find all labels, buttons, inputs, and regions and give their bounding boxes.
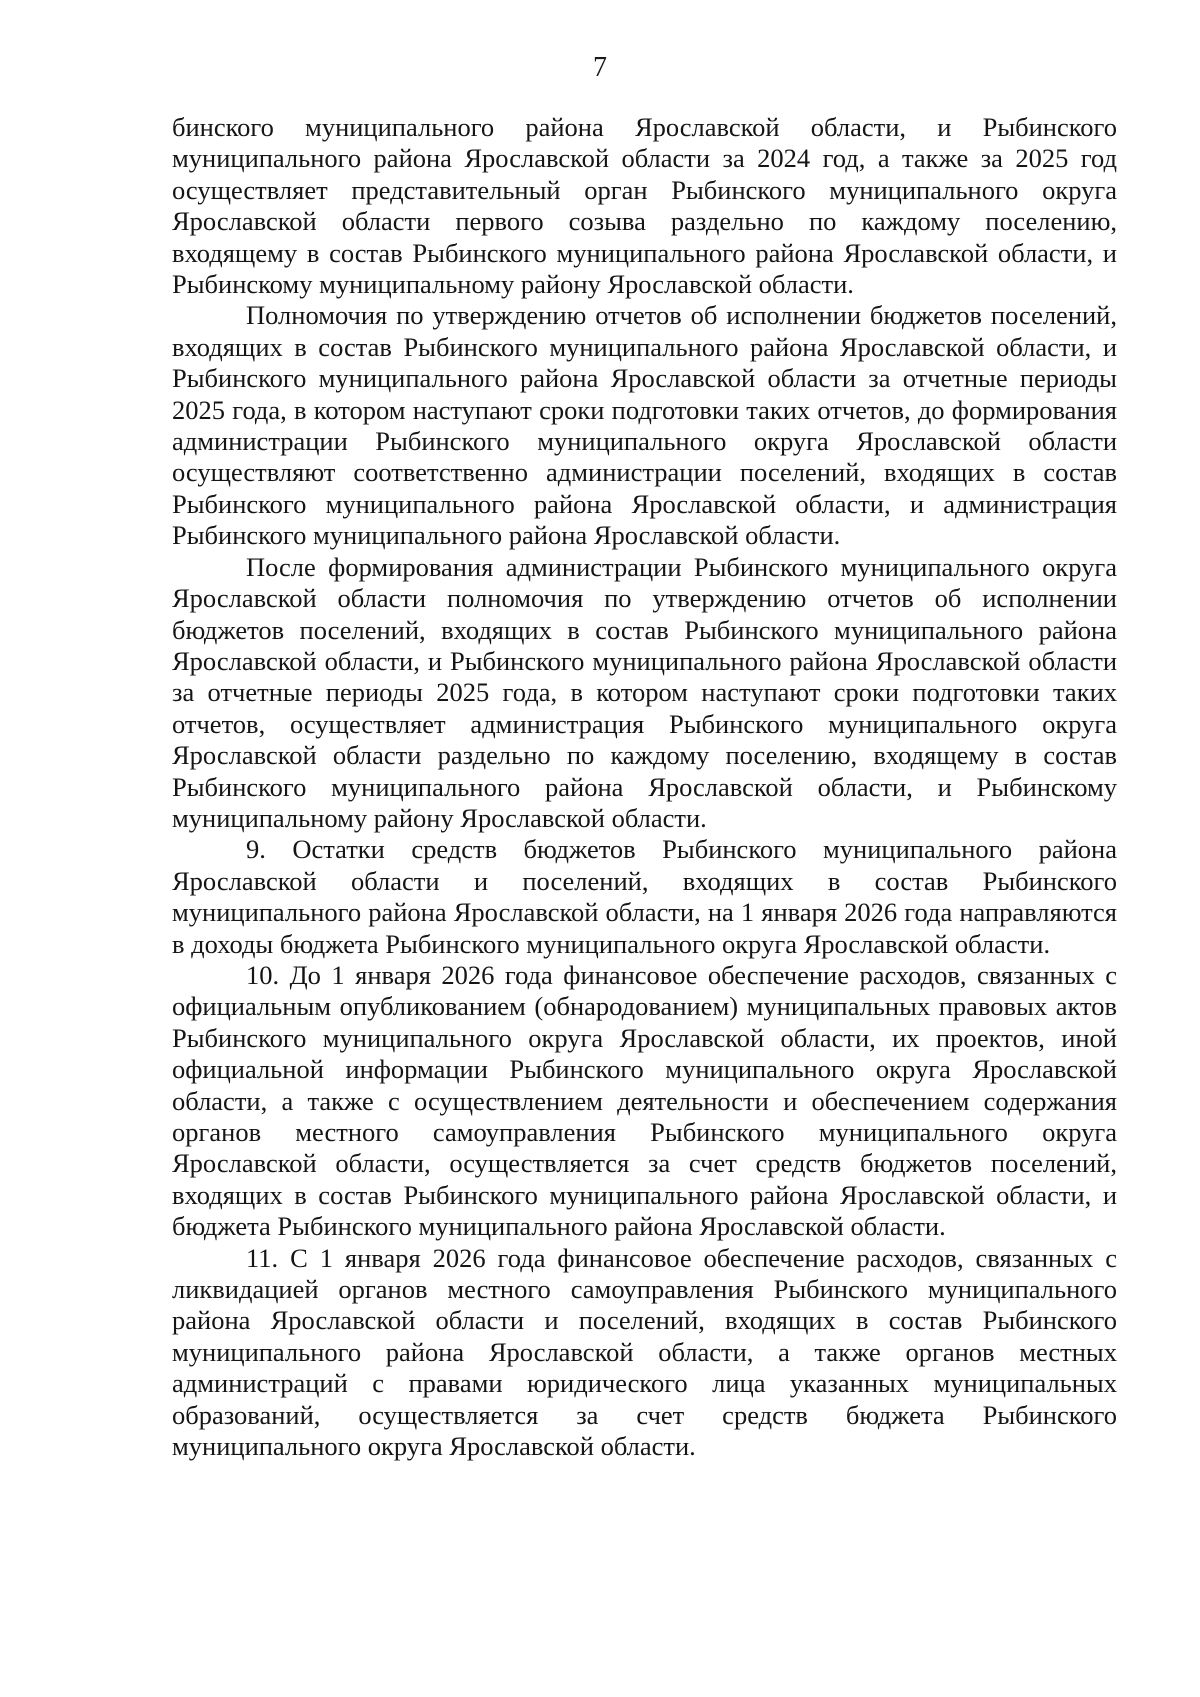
paragraph-reports-approval-before-administration: Полномочия по утверждению отчетов об исполнении бюджетов поселений, входящих в состав Рыбинского муниципального района Ярославской области, и Рыбинского муниципального района Ярославской области за отчетные периоды 2025 года, в котором наступают сроки подготовки таких отчетов, до формирования администрации Рыбинского муниципального округа Ярославской области осуществляют соответственно администрации поселений, входящих в состав Рыбинского муниципального района Ярославской области, и администрация Рыбинского муниципального района Ярославской области. xyxy=(172,300,1117,551)
paragraph-item-11: 11. С 1 января 2026 года финансовое обеспечение расходов, связанных с ликвидацией органов местного самоуправления Рыбинского муниципального района Ярославской области и поселений, входящих в состав Рыбинского муниципального района Ярославской области, а также органов местных администраций с правами юридического лица указанных муниципальных образований, осуществляется за счет средств бюджета Рыбинского муниципального округа Ярославской области. xyxy=(172,1242,1117,1462)
paragraph-item-9: 9. Остатки средств бюджетов Рыбинского муниципального района Ярославской области и поселений, входящих в состав Рыбинского муниципального района Ярославской области, на 1 января 2026 года направляются в доходы бюджета Рыбинского муниципального округа Ярославской области. xyxy=(172,834,1117,959)
document-body xyxy=(172,112,1117,1462)
paragraph-continuation: бинского муниципального района Ярославской области, и Рыбинского муниципального района Ярославской области за 2024 год, а также за 2025 год осуществляет представительный орган Рыбинского муниципального округа Ярославской области первого созыва раздельно по каждому поселению, входящему в состав Рыбинского муниципального района Ярославской области, и Рыбинскому муниципальному району Ярославской области. xyxy=(172,112,1117,300)
page-number: 7 xyxy=(593,52,607,83)
paragraph-item-10: 10. До 1 января 2026 года финансовое обеспечение расходов, связанных с официальным опубликованием (обнародованием) муниципальных правовых актов Рыбинского муниципального округа Ярославской области, их проектов, иной официальной информации Рыбинского муниципального округа Ярославской области, а также с осуществлением деятельности и обеспечением содержания органов местного самоуправления Рыбинского муниципального округа Ярославской области, осуществляется за счет средств бюджетов поселений, входящих в состав Рыбинского муниципального района Ярославской области, и бюджета Рыбинского муниципального района Ярославской области. xyxy=(172,959,1117,1242)
paragraph-reports-approval-after-administration: После формирования администрации Рыбинского муниципального округа Ярославской области полномочия по утверждению отчетов об исполнении бюджетов поселений, входящих в состав Рыбинского муниципального района Ярославской области, и Рыбинского муниципального района Ярославской области за отчетные периоды 2025 года, в котором наступают сроки подготовки таких отчетов, осуществляет администрация Рыбинского муниципального округа Ярославской области раздельно по каждому поселению, входящему в состав Рыбинского муниципального района Ярославской области, и Рыбинскому муниципальному району Ярославской области. xyxy=(172,551,1117,833)
